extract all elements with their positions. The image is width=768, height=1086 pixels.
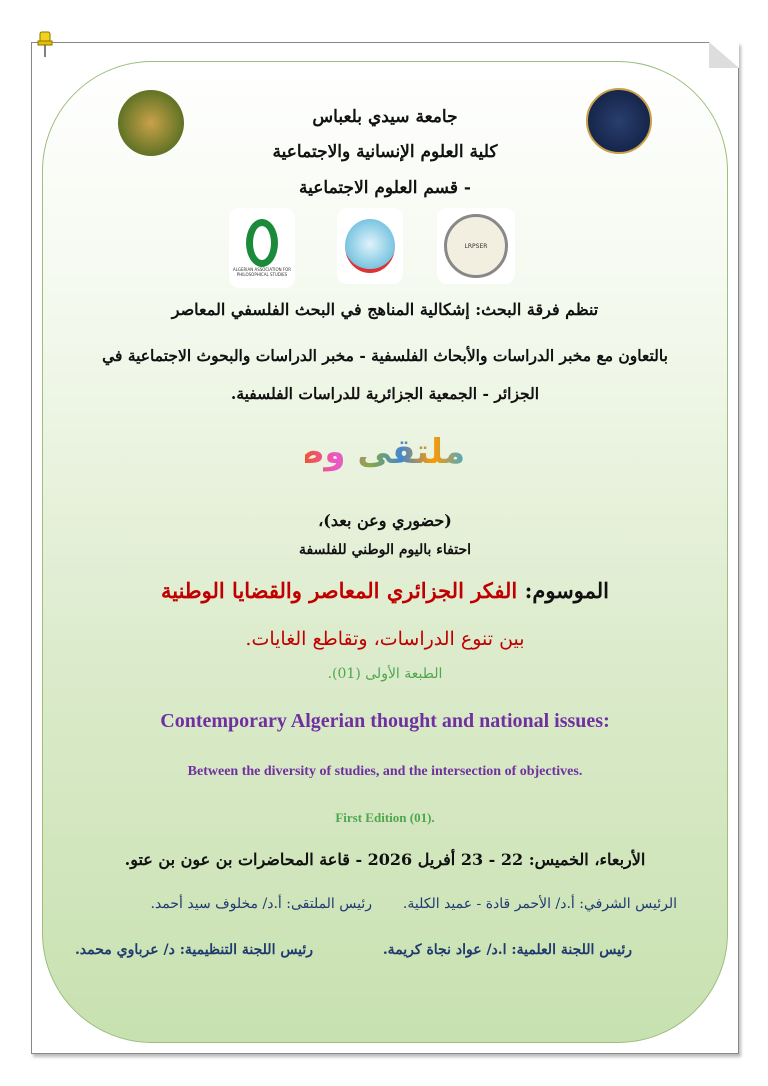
organizer-line: تنظم فرقة البحث: إشكالية المناهج في البحث الفلسفي المعاصر: [171, 300, 599, 319]
conference-chair: رئيس الملتقى: أ.د/ مخلوف سيد أحمد.: [150, 896, 373, 912]
event-mode: (حضوري وعن بعد)،: [318, 511, 452, 530]
date-venue: الأربعاء، الخميس: 22 - 23 أفريل 2026 - قاعة المحاضرات بن عون بن عتو.: [124, 850, 646, 869]
poster-page: [31, 42, 739, 1054]
committee-row-2: [75, 942, 632, 958]
university-logo: [586, 88, 652, 178]
poster-frame: [42, 61, 728, 1043]
honorary-president: الرئيس الشرفي: أ.د/ الأحمر قادة - عميد الكلية.: [402, 896, 677, 912]
title-prefix: الموسوم:: [524, 578, 609, 603]
event-edition: الطبعة الأولى (01).: [327, 666, 443, 682]
english-edition: First Edition (01).: [335, 810, 435, 825]
department-name: - قسم العلوم الاجتماعية: [299, 178, 471, 198]
title-main: الفكر الجزائري المعاصر والقضايا الوطنية: [161, 578, 518, 603]
folded-corner: [709, 42, 739, 68]
lab-globe-logo: [337, 208, 403, 284]
association-logo: ALGERIAN ASSOCIATION FOR PHILOSOPHICAL STUDIES: [229, 208, 295, 288]
event-type-title: ملتقى وطنيا: [251, 432, 465, 472]
english-title: Contemporary Algerian thought and national issues:: [160, 710, 610, 732]
event-subtitle: بين تنوع الدراسات، وتقاطع الغايات.: [245, 628, 525, 650]
event-occasion: احتفاء باليوم الوطني للفلسفة: [299, 542, 471, 558]
university-name: جامعة سيدي بلعباس: [312, 107, 458, 127]
event-title: [43, 578, 727, 603]
english-subtitle: Between the diversity of studies, and the intersection of objectives.: [187, 764, 583, 779]
collaboration-line-2: الجزائر - الجمعية الجزائرية للدراسات الفلسفية.: [230, 384, 540, 403]
scientific-committee-chair: رئيس اللجنة العلمية: ا.د/ عواد نجاة كريمة.: [382, 942, 632, 958]
committee-row-1: [151, 896, 678, 912]
pushpin-icon: [36, 30, 54, 58]
faculty-name: كلية العلوم الإنسانية والاجتماعية: [272, 142, 498, 162]
collaboration-line: بالتعاون مع مخبر الدراسات والأبحاث الفلسفية - مخبر الدراسات والبحوث الاجتماعية في: [102, 346, 668, 365]
organizing-committee-chair: رئيس اللجنة التنظيمية: د/ عرباوي محمد.: [74, 942, 314, 958]
lab-seal-logo: LRPSER: [437, 208, 515, 284]
